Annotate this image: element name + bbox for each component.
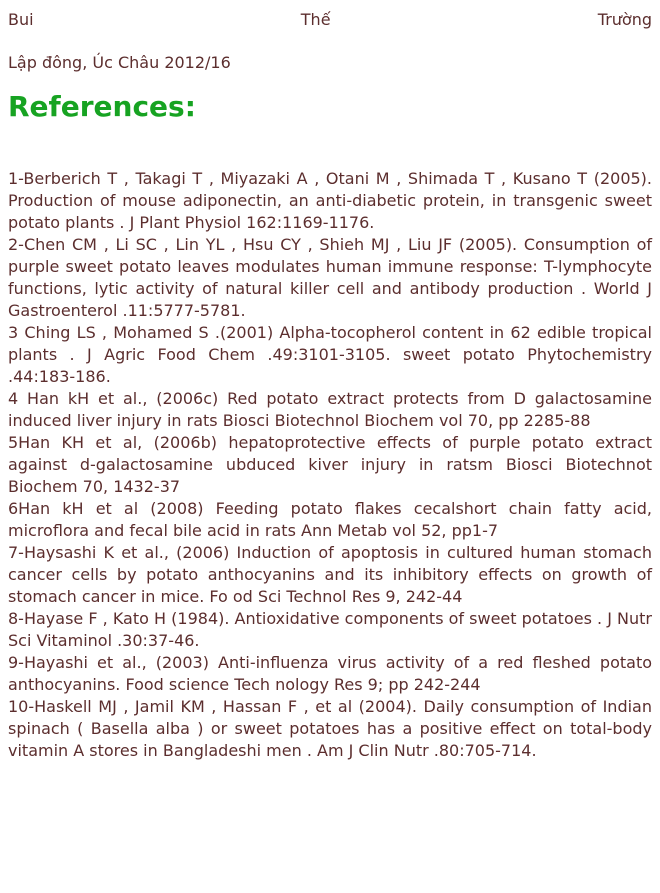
reference-item-2: 2-Chen CM , Li SC , Lin YL , Hsu CY , Shieh MJ , Liu JF (2005). Consumption of purple sweet potato leaves modulates human immune response: T-lymphocyte functions, lytic activity of natural killer cell and antibody production . World J Gastroenterol .11:5777-5781.: [8, 235, 652, 320]
reference-item-3: 3 Ching LS , Mohamed S .(2001) Alpha-tocopherol content in 62 edible tropical plants . J Agric Food Chem .49:3101-3105. sweet potato Phytochemistry .44:183-186.: [8, 323, 652, 386]
dateline: Lập đông, Úc Châu 2012/16: [8, 53, 231, 72]
header-word-right: Trường: [597, 10, 652, 29]
reference-item-1: 1-Berberich T , Takagi T , Miyazaki A , Otani M , Shimada T , Kusano T (2005). Production of mouse adiponectin, an anti-diabetic protein, in transgenic sweet potato plants . J Plant Physiol 162:1169-1176.: [8, 169, 652, 232]
reference-item-6: 6Han kH et al (2008) Feeding potato flakes cecalshort chain fatty acid, microflora and fecal bile acid in rats Ann Metab vol 52, pp1-7: [8, 499, 652, 540]
references-heading: References:: [8, 90, 196, 123]
reference-item-10: 10-Haskell MJ , Jamil KM , Hassan F , et al (2004). Daily consumption of Indian spinach ( Basella alba ) or sweet potatoes has a positive effect on total-body vitamin A stores in Bangladeshi men . Am J Clin Nutr .80:705-714.: [8, 697, 652, 760]
header-line: [8, 10, 652, 30]
reference-item-8: 8-Hayase F , Kato H (1984). Antioxidative components of sweet potatoes . J Nutr Sci Vitaminol .30:37-46.: [8, 609, 652, 650]
header-word-left: Bui: [8, 10, 34, 29]
header-word-center: Thế: [300, 10, 331, 29]
reference-item-4: 4 Han kH et al., (2006c) Red potato extract protects from D galactosamine induced liver injury in rats Biosci Biotechnol Biochem vol 70, pp 2285-88: [8, 389, 652, 430]
references-list: [8, 168, 652, 762]
reference-item-7: 7-Haysashi K et al., (2006) Induction of apoptosis in cultured human stomach cancer cells by potato anthocyanins and its inhibitory effects on growth of stomach cancer in mice. Fo od Sci Technol Res 9, 242-44: [8, 543, 652, 606]
reference-item-5: 5Han KH et al, (2006b) hepatoprotective effects of purple potato extract against d-galactosamine ubduced kiver injury in ratsm Biosci Biotechnot Biochem 70, 1432-37: [8, 433, 652, 496]
reference-item-9: 9-Hayashi et al., (2003) Anti-influenza virus activity of a red fleshed potato anthocyanins. Food science Tech nology Res 9; pp 242-244: [8, 653, 652, 694]
